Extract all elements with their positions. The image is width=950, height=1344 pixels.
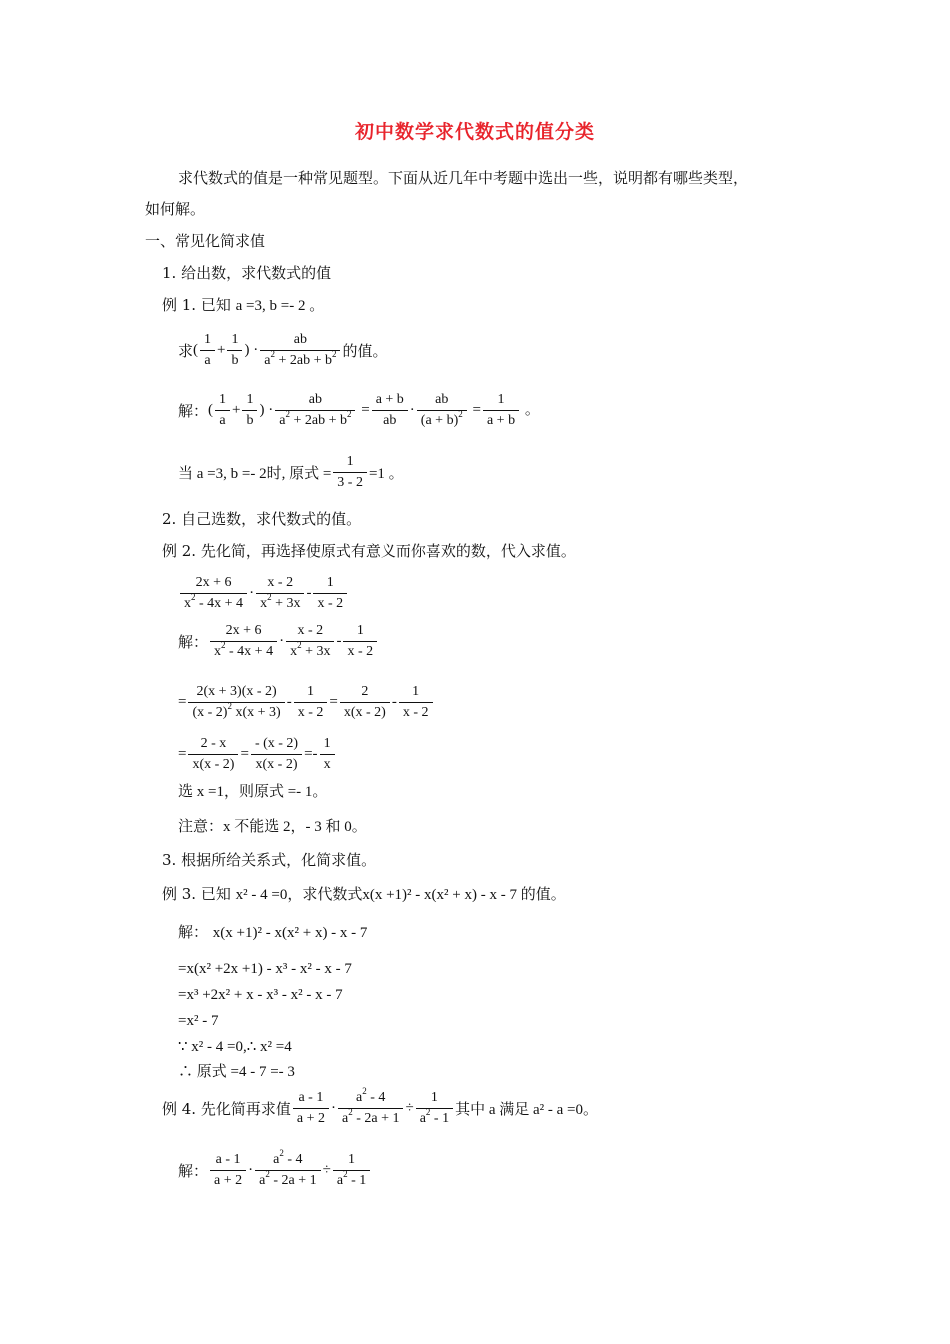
example-4-solution <box>178 1150 372 1191</box>
example-1-question <box>178 330 387 371</box>
example-3-solution-line1 <box>178 922 367 943</box>
subsection-heading-3: 3. 根据所给关系式，化简求值。 <box>162 851 377 869</box>
page-title: 初中数学求代数式的值分类 <box>354 121 595 143</box>
formula-ex2-step2: = $\frac{2(x + 3)(x - 2)}{(x - 2)^2 x(x + 3)}$ - $\frac{1}{x - 2}$ = $\frac{2}{x(x - 2)}$ - $\frac{1}{x - 2}$ <box>178 682 435 723</box>
intro-paragraph-line1: 求代数式的值是一种常见题型。下面从近几年中考题中选出一些，说明都有哪些类型， <box>178 169 749 187</box>
intro-paragraph-line2: 如何解。 <box>145 200 206 218</box>
formula-ex4-expression: $\frac{a - 1}{a + 2}$ · $\frac{a^2 - 4}{a^2 - 2a + 1}$ ÷ $\frac{1}{a^2 - 1}$ <box>291 1088 455 1129</box>
example-1-ask-prefix: 求 <box>178 342 194 360</box>
example-3-question <box>162 884 566 905</box>
formula-ex2-step1: $\frac{2x + 6}{x^2 - 4x + 4}$ · $\frac{x - 2}{x^2 + 3x}$ - $\frac{1}{x - 2}$ <box>208 621 379 662</box>
formula-ex3-step5: ∵ x² - 4 =0,∴ x² =4 <box>178 1039 292 1055</box>
formula-ex2-step3: = $\frac{2 - x}{x(x - 2)}$ = $\frac{- (x - 2)}{x(x - 2)}$ =- $\frac{1}{x}$ <box>178 734 337 775</box>
example-1-ask-suffix: 的值。 <box>342 342 388 360</box>
example-1-label: 例 1. 已知 <box>162 296 231 314</box>
solution-label: 解： <box>178 923 209 941</box>
formula-ex2-expression: $\frac{2x + 6}{x^2 - 4x + 4}$ · $\frac{x - 2}{x^2 + 3x}$ - $\frac{1}{x - 2}$ <box>178 573 349 614</box>
example-1-solution <box>178 390 540 431</box>
example-3-expression: x(x +1)² - x(x² + x) - x - 7 的值。 <box>362 887 566 903</box>
example-2-choice: 选 x =1，则原式 =- 1。 <box>178 784 328 800</box>
example-1-when: 当 a =3, b =- 2时, 原式 = <box>178 466 332 482</box>
example-2-note: 注意：x 不能选 2，- 3 和 0。 <box>178 819 367 835</box>
section-heading-1: 一、常见化简求值 <box>145 232 266 250</box>
formula-ex3-step1: x(x +1)² - x(x² + x) - x - 7 <box>212 925 368 941</box>
example-3-condition: x² - 4 =0，求代数式 <box>235 887 363 903</box>
example-4-label: 例 4. 先化简再求值 <box>162 1100 291 1118</box>
example-4-condition: 其中 a 满足 a² - a =0。 <box>455 1102 599 1118</box>
solution-label: 解： <box>178 402 209 420</box>
example-3-label: 例 3. 已知 <box>162 885 231 903</box>
example-2-solution <box>178 621 379 662</box>
formula-ex3-step3: =x³ +2x² + x - x³ - x² - x - 7 <box>178 987 343 1003</box>
formula-ex1-solution: ( $\frac{1}{a}$ + $\frac{1}{b}$ ) · $\frac{ab}{a^2 + 2ab + b^2}$ = $\frac{a + b}{ab}$ · $\frac{ab}{(a + b)^2}$ = $\frac{1}{a + b}$ 。 <box>208 392 540 428</box>
subsection-heading-2: 2. 自己选数，求代数式的值。 <box>162 510 362 528</box>
solution-label: 解： <box>178 1162 209 1180</box>
formula-ex3-step6: ∴ 原式 =4 - 7 =- 3 <box>178 1064 295 1080</box>
example-1-values: a =3, b =- 2 。 <box>235 298 325 314</box>
example-1-given <box>162 295 324 316</box>
formula-ex3-step4: =x² - 7 <box>178 1013 219 1029</box>
example-4-question <box>162 1088 598 1129</box>
formula-ex3-step2: =x(x² +2x +1) - x³ - x² - x - 7 <box>178 961 352 977</box>
example-2-label: 例 2. 先化简，再选择使原式有意义而你喜欢的数，代入求值。 <box>162 542 576 560</box>
solution-label: 解： <box>178 633 209 651</box>
example-1-result: =1 。 <box>368 466 404 482</box>
formula-ex1-expression: ( $\frac{1}{a}$ + $\frac{1}{b}$ ) · $\frac{ab}{a^2 + 2ab + b^2}$ <box>193 330 342 371</box>
example-1-evaluation <box>178 452 404 493</box>
subsection-heading-1: 1. 给出数，求代数式的值 <box>162 264 332 282</box>
formula-ex4-step1: $\frac{a - 1}{a + 2}$ · $\frac{a^2 - 4}{a^2 - 2a + 1}$ ÷ $\frac{1}{a^2 - 1}$ <box>208 1150 372 1191</box>
formula-ex1-value: $\frac{1}{3 - 2}$ <box>333 452 367 493</box>
